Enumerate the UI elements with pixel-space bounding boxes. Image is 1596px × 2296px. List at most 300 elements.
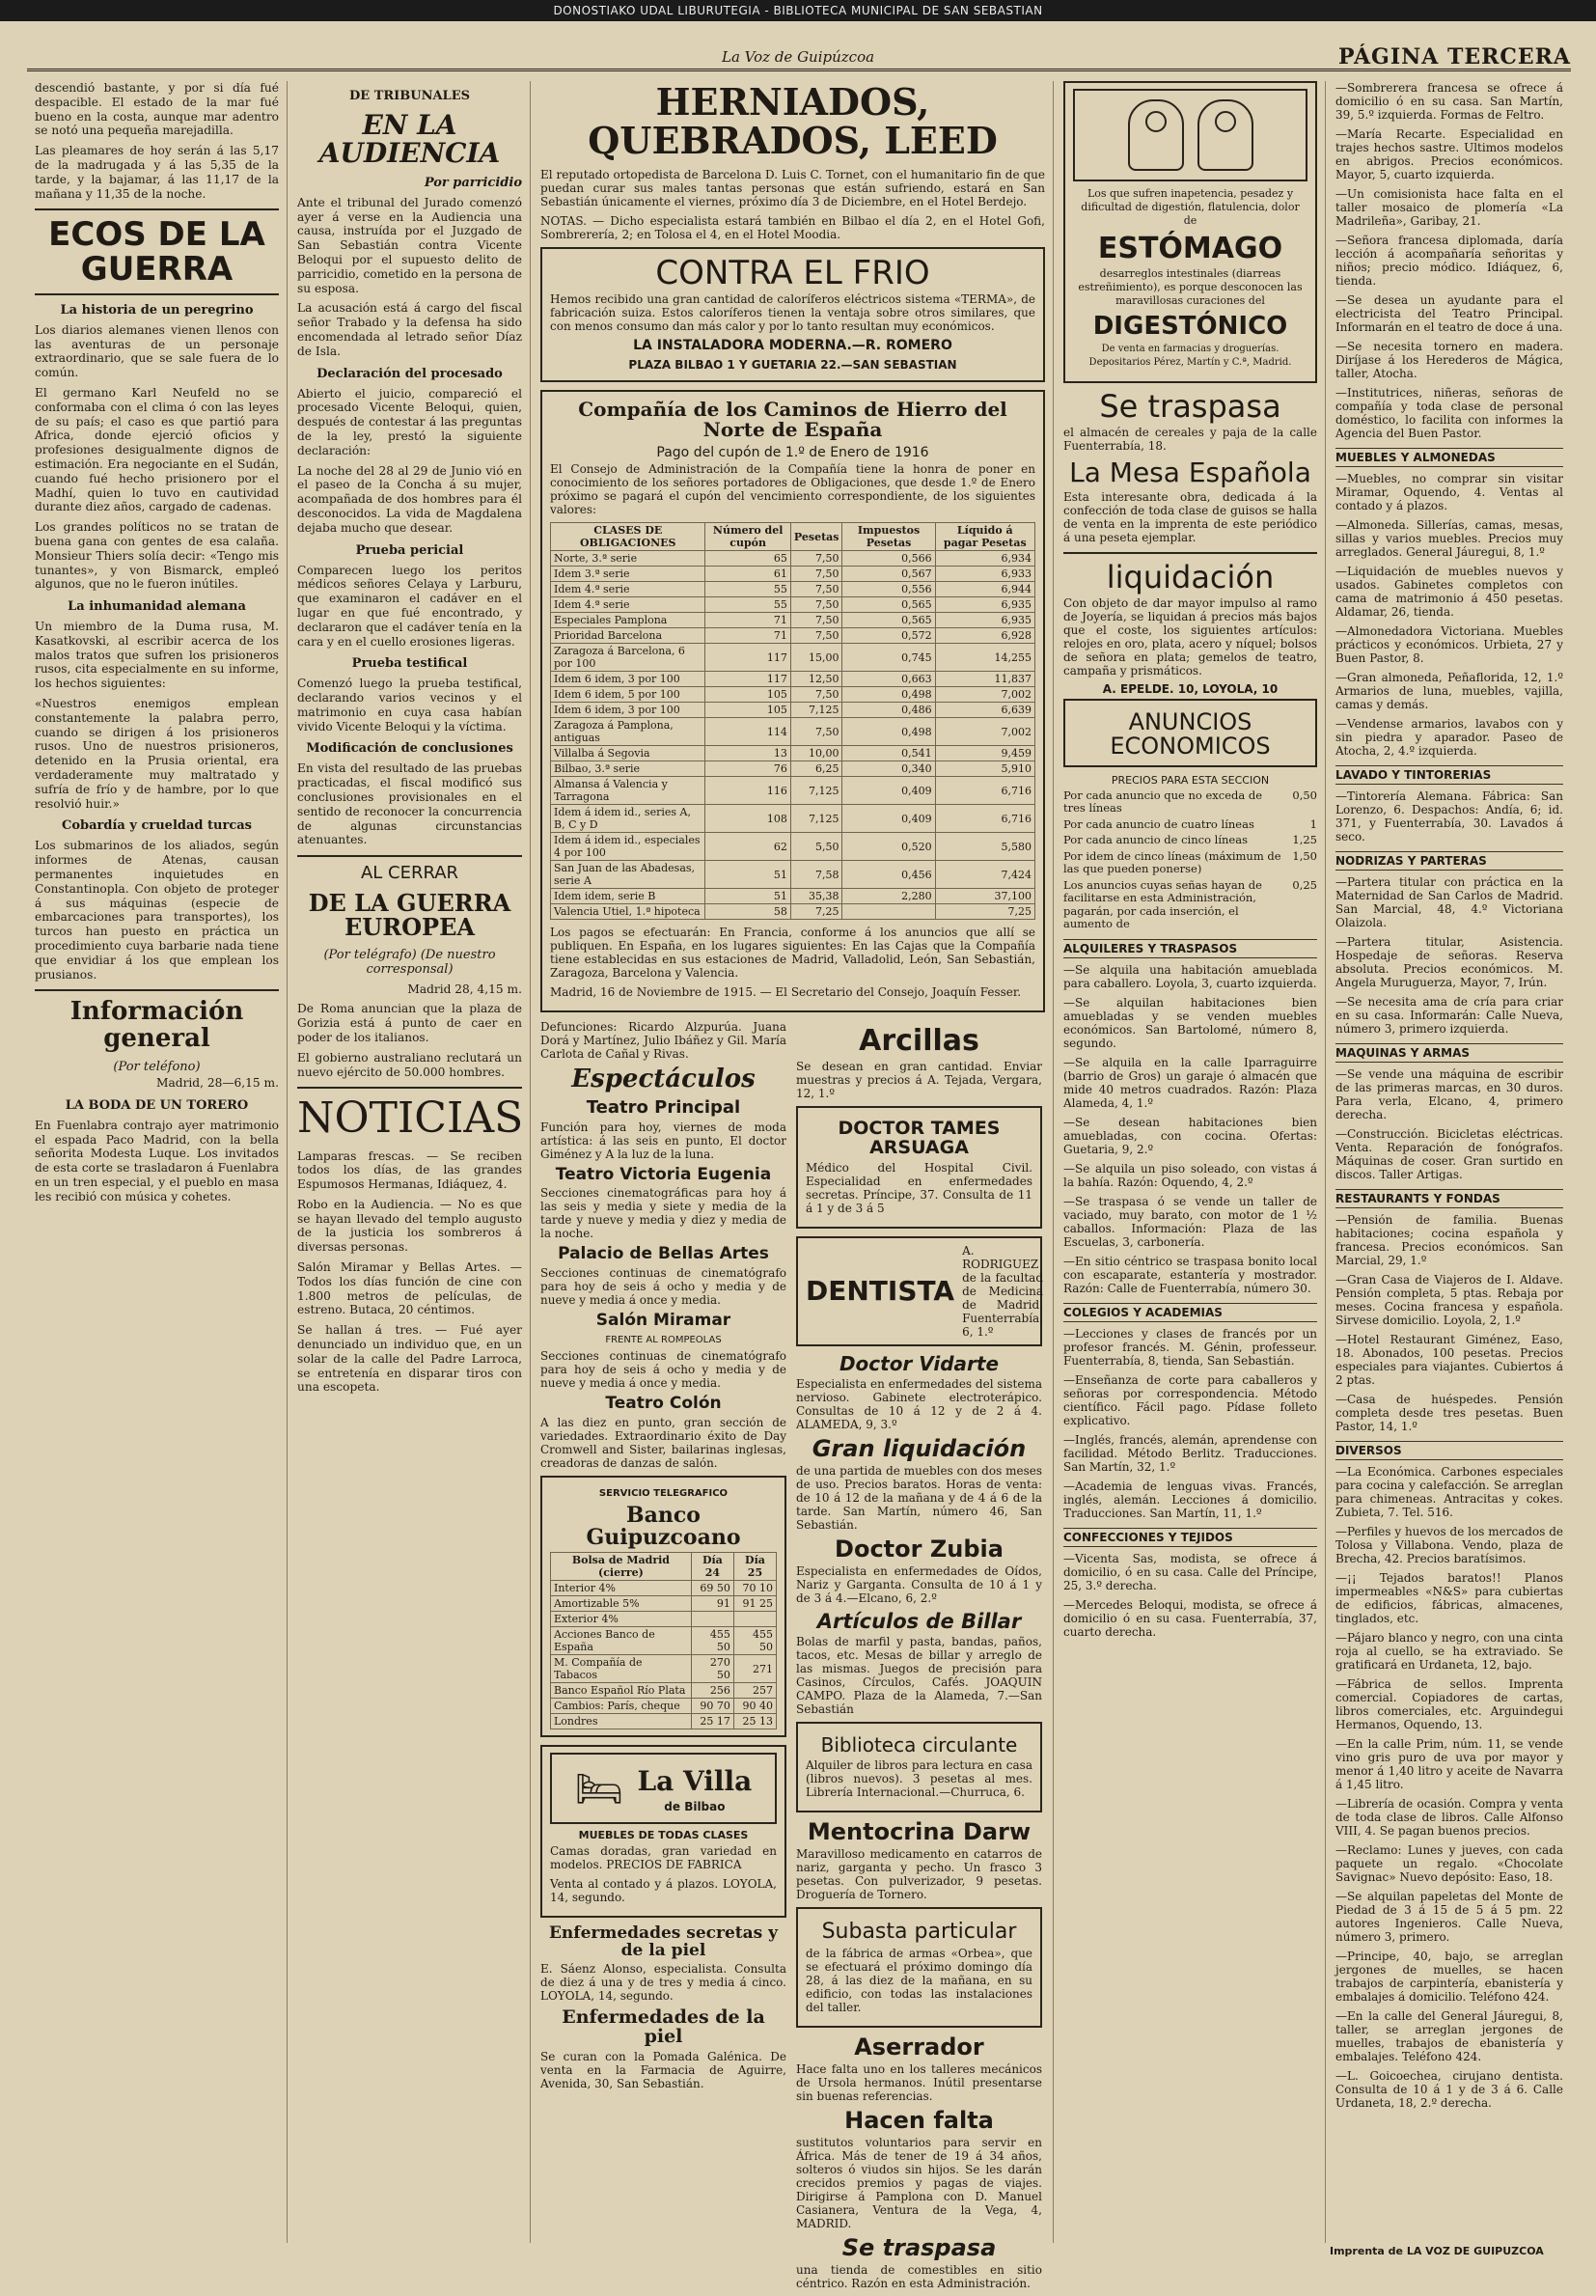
classified-ad: —Se traspasa ó se vende un taller de vaciado, muy barato, con motor de 1 ½ caballos. Información: Plaza de las Escuelas, 3, carbonería. — [1063, 1194, 1317, 1249]
bank-box — [540, 1476, 786, 1738]
table-cell: 61 — [705, 567, 790, 582]
table-cell: 256 — [691, 1683, 733, 1699]
divider — [1063, 552, 1317, 554]
table-cell: 117 — [705, 672, 790, 687]
table-cell: 7,25 — [790, 904, 842, 920]
ad-address: PLAZA BILBAO 1 Y GUETARIA 22.—SAN SEBASTIAN — [628, 358, 957, 373]
article-paragraph: De Roma anuncian que la plaza de Gorizia está á punto de caer en poder de los italianos. — [297, 1002, 522, 1044]
table-cell: 70 10 — [733, 1581, 776, 1596]
ad-heading: Subasta particular — [821, 1920, 1017, 1945]
ad-text: Bolas de marfil y pasta, bandas, paños, tacos, etc. Mesas de billar y arreglo de las mismas. Juegos de precisión para Casinos, Círculos, Cafés. JOAQUIN CAMPO. Plaza de la Alameda, 7.—San Sebastián — [796, 1635, 1042, 1717]
table-row — [551, 1714, 777, 1729]
table-row — [551, 567, 1035, 582]
table-cell: Especiales Pamplona — [551, 613, 705, 628]
furniture-ad — [540, 1745, 786, 1918]
ad-heading: liquidación — [1106, 558, 1275, 595]
classified-section-heading: NODRIZAS Y PARTERAS — [1335, 851, 1563, 871]
table-cell: 71 — [705, 613, 790, 628]
table-cell: 7,50 — [790, 718, 842, 746]
subheading: (Por telégrafo) (De nuestro corresponsal) — [323, 947, 496, 977]
classified-ad: —Se necesita tornero en madera. Diríjase á los Herederos de Mágica, taller, Atocha. — [1335, 340, 1563, 380]
subheading: LA BODA DE UN TORERO — [65, 1097, 249, 1113]
table-cell: Norte, 3.ª serie — [551, 551, 705, 567]
ad-text: NOTAS. — Dicho especialista estará también en Bilbao el día 2, en el Hotel Gofi, Sombrerería, 2; en Tolosa el 4, en el Hotel Moodia. — [540, 213, 1045, 241]
ad-heading: La Mesa Española — [1069, 456, 1311, 489]
article-paragraph: En vista del resultado de las pruebas practicadas, el fiscal modificó sus conclusiones provisionales en el sentido de reconocer la concurrencia de algunas circunstancias atenuantes. — [297, 761, 522, 847]
masthead — [27, 42, 1571, 71]
ad-heading: DOCTOR TAMES ARSUAGA — [838, 1117, 1001, 1158]
table-cell: 6,935 — [935, 613, 1034, 628]
table-row — [551, 551, 1035, 567]
table-row — [551, 904, 1035, 920]
ad-box — [796, 1907, 1042, 2027]
ad-text: Especialista en enfermedades de Oídos, Nariz y Garganta. Consulta de 10 á 1 y de 3 á 4.—Elcano, 6, 2.º — [796, 1564, 1042, 1606]
table-row — [551, 1699, 777, 1714]
table-cell: Banco Español Río Plata — [551, 1683, 692, 1699]
table-cell: 257 — [733, 1683, 776, 1699]
classified-list — [1335, 1465, 1563, 2110]
article-paragraph: Comenzó luego la prueba testifical, declarando varios vecinos y el matrimonio en cuya casa habían vivido Vicente Beloqui y la víctima. — [297, 677, 522, 733]
ad-heading: La Villa — [637, 1764, 753, 1797]
table-cell: San Juan de las Abadesas, serie A — [551, 861, 705, 889]
ad-text: Se desean en gran cantidad. Enviar muestras y precios á A. Tejada, Vergara, 12, 1.º — [796, 1059, 1042, 1100]
table-cell: Idem á idem id., especiales 4 por 100 — [551, 833, 705, 861]
table-cell: 116 — [705, 777, 790, 805]
classified-list — [1335, 789, 1563, 844]
table-cell: 14,255 — [935, 644, 1034, 672]
table-cell: 0,565 — [842, 597, 935, 613]
table-cell: 11,837 — [935, 672, 1034, 687]
table-cell: 7,58 — [790, 861, 842, 889]
table-cell — [842, 904, 935, 920]
table-header: Pesetas — [790, 523, 842, 551]
table-header: Día 25 — [733, 1553, 776, 1581]
subheading: Prueba testifical — [351, 656, 468, 672]
table-cell: 91 25 — [733, 1596, 776, 1612]
price-value: 0,25 — [1292, 877, 1317, 892]
ad-text: Médico del Hospital Civil. Especialidad en enfermedades secretas. Príncipe, 37. Consulta de 11 á 1 y de 3 á 5 — [806, 1160, 1032, 1215]
table-row — [551, 613, 1035, 628]
article-paragraph: «Nuestros enemigos emplean constantemente la palabra perro, cuando se dirigen á los prisioneros rusos. Uno de nuestros prisioneros, detenido en la Prusia oriental, era verdaderamente muy maltratado y sufría de frío y de hambre, por lo que resolvió huir.» — [35, 697, 279, 811]
table-row — [551, 644, 1035, 672]
table-header: CLASES DE OBLIGACIONES — [551, 523, 705, 551]
table-cell: 5,50 — [790, 833, 842, 861]
ad-box — [796, 1106, 1042, 1229]
table-cell: 7,50 — [790, 613, 842, 628]
table-cell: 105 — [705, 687, 790, 703]
classified-ad: —Pájaro blanco y negro, con una cinta roja al cuello, se ha extraviado. Se gratificará en Urdaneta, 12, bajo. — [1335, 1631, 1563, 1672]
classified-ad: —Partera titular con práctica en la Maternidad de San Carlos de Madrid. San Marcial, 48, 4.º Victoriana Olaizola. — [1335, 875, 1563, 929]
price-value: 1 — [1309, 816, 1317, 831]
table-row — [551, 672, 1035, 687]
price-list-heading: PRECIOS PARA ESTA SECCION — [1111, 774, 1270, 788]
table-cell: Londres — [551, 1714, 692, 1729]
ad-heading: CONTRA EL FRIO — [655, 253, 930, 292]
table-cell: 7,50 — [790, 567, 842, 582]
classified-ad: —Se alquila en la calle Iparraguirre (barrio de Gros) un garaje ó almacén que mide 40 metros cuadrados. Razón: Plaza Alameda, 4, 1.º — [1063, 1055, 1317, 1110]
table-cell: 0,565 — [842, 613, 935, 628]
ad-text: Hace falta uno en los talleres mecánicos de Ursola hermanos. Inútil presentarse sin buenas referencias. — [796, 2061, 1042, 2103]
section-kicker: AL CERRAR — [360, 863, 459, 884]
ad-text: Se curan con la Pomada Galénica. De venta en la Farmacia de Aguirre, Avenida, 30, San Sebastián. — [540, 2050, 786, 2091]
classified-ad: —Reclamo: Lunes y jueves, con cada paquete un regalo. «Chocolate Savignac» Nuevo depósito: Easo, 18. — [1335, 1843, 1563, 1884]
table-cell: Idem idem, serie B — [551, 889, 705, 904]
table-header: Impuestos Pesetas — [842, 523, 935, 551]
classified-section-heading: ALQUILERES Y TRASPASOS — [1063, 939, 1317, 958]
table-row — [551, 687, 1035, 703]
theatre-name: Palacio de Bellas Artes — [558, 1244, 769, 1264]
subheading: Declaración del procesado — [316, 366, 503, 381]
table-cell: 6,944 — [935, 582, 1034, 597]
weather-paragraph: descendió bastante, y por si día fué despacible. El estado de la mar fué bueno en la costa, aunque mar adentro se notó una pequeña marejadilla. — [35, 81, 279, 138]
price-label: Por idem de cinco líneas (máximum de las que pueden ponerse) — [1063, 848, 1281, 876]
table-cell: Idem 6 idem, 3 por 100 — [551, 703, 705, 718]
ad-heading: Arcillas — [859, 1024, 979, 1059]
stock-table — [550, 1552, 777, 1729]
article-paragraph: Abierto el juicio, compareció el procesado Vicente Beloqui, quien, después de contestar á las preguntas de la ley, prestó la siguiente declaración: — [297, 386, 522, 457]
table-cell: Idem 6 idem, 3 por 100 — [551, 672, 705, 687]
table-cell: Almansa á Valencia y Tarragona — [551, 777, 705, 805]
table-cell: Acciones Banco de España — [551, 1627, 692, 1655]
table-cell: Exterior 4% — [551, 1612, 692, 1627]
table-row — [551, 597, 1035, 613]
table-cell: 55 — [705, 582, 790, 597]
theatre-text: A las diez en punto, gran sección de variedades. Extraordinario éxito de Day Cromwell and Sister, bailarinas inglesas, creadoras de danzas de salón. — [540, 1415, 786, 1470]
table-cell: 0,340 — [842, 761, 935, 777]
table-cell: 7,424 — [935, 861, 1034, 889]
ad-illustration — [1073, 89, 1307, 181]
table-body — [551, 1581, 777, 1729]
divider — [297, 855, 522, 857]
table-cell: Idem 4.ª serie — [551, 582, 705, 597]
classified-ad: —Casa de huéspedes. Pensión completa desde tres pesetas. Buen Pastor, 14, 1.º — [1335, 1393, 1563, 1433]
notice-heading: Compañía de los Caminos de Hierro del Norte de España — [578, 397, 1007, 441]
classified-ad: —Se desea un ayudante para el electricista del Teatro Principal. Informarán en el teatro de doce á una. — [1335, 293, 1563, 334]
table-cell: 0,498 — [842, 718, 935, 746]
table-header: Líquido á pagar Pesetas — [935, 523, 1034, 551]
table-cell: 6,25 — [790, 761, 842, 777]
ad-heading: Mentocrina Darw — [807, 1818, 1032, 1846]
price-row — [1063, 789, 1317, 816]
table-cell: 10,00 — [790, 746, 842, 761]
ad-text: sustitutos voluntarios para servir en África. Más de tener de 19 á 34 años, solteros ó viudos sin hijos. Se les darán crecidos premios y pagas de viajes. Dirigirse á Pamplona con D. Manuel Casianera, Ventura de la Vega, 4, MADRID. — [796, 2135, 1042, 2230]
classified-ad: —Librería de ocasión. Compra y venta de toda clase de libros. Calle Alfonso VIII, 4. Se pagan buenos precios. — [1335, 1797, 1563, 1838]
classified-ad: —Se alquilan papeletas del Monte de Piedad de 3 á 15 de 5 á 5 pm. 22 autores Ingenieros. Calle Nueva, número 3, primero. — [1335, 1890, 1563, 1944]
article-paragraph: Los grandes políticos no se tratan de buena gana con gentes de esa calaña. Monsieur Thiers solía decir: «Tengo mis tunantes», y von Bismarck, empleó algunos, que no le fueron inútiles. — [35, 520, 279, 592]
table-cell: 0,456 — [842, 861, 935, 889]
table-cell: 0,409 — [842, 805, 935, 833]
classified-ad: —Vendense armarios, lavabos con y sin piedra y aparador. Paseo de Atocha, 2, 4.º izquierda. — [1335, 717, 1563, 758]
table-cell: 6,935 — [935, 597, 1034, 613]
price-value: 1,25 — [1292, 833, 1317, 847]
table-cell: Amortizable 5% — [551, 1596, 692, 1612]
table-cell: 455 50 — [691, 1627, 733, 1655]
table-cell: 271 — [733, 1655, 776, 1683]
column-2 — [289, 81, 531, 2243]
ad-text: desarreglos intestinales (diarreas estreñimiento), es porque desconocen las maravillosas curaciones del — [1078, 266, 1303, 307]
ads-subcolumn-right — [796, 1020, 1042, 2296]
ad-heading: Artículos de Billar — [816, 1610, 1022, 1634]
classified-ad: —Lecciones y clases de francés por un profesor francés. M. Génin, professeur. Fuenterrabía, 8, tienda, San Sebastián. — [1063, 1326, 1317, 1368]
subheading: Modificación de conclusiones — [306, 741, 513, 757]
ad-text: Especialista en enfermedades del sistema nervioso. Gabinete electroterápico. Consultas de 10 á 12 y de 2 á 4. ALAMEDA, 9, 3.º — [796, 1376, 1042, 1431]
classified-ad: —Pensión de familia. Buenas habitaciones; cocina española y francesa. Precios económicos. San Marcial, 29, 1.º — [1335, 1213, 1563, 1267]
table-header: Bolsa de Madrid (cierre) — [551, 1553, 692, 1581]
table-cell: 7,50 — [790, 582, 842, 597]
table-cell: 0,566 — [842, 551, 935, 567]
ad-heading: Enfermedades secretas y de la piel — [548, 1923, 779, 1960]
notice-text: El Consejo de Administración de la Compañía tiene la honra de poner en conocimiento de los señores portadores de Obligaciones, que desde 1.º de Enero próximo se pagará el cupón del vencimiento correspondiente, de los siguientes valores: — [550, 462, 1035, 517]
dateline: Madrid, 28—6,15 m. — [156, 1076, 279, 1091]
table-cell — [691, 1612, 733, 1627]
ad-text: de una partida de muebles con dos meses de uso. Precios baratos. Horas de venta: de 10 á 12 de la mañana y de 4 á 6 de la tarde. San Martín, número 46, San Sebastián. — [796, 1464, 1042, 1532]
theatre-name: Teatro Principal — [586, 1096, 741, 1118]
section-heading: ECOS DE LA GUERRA — [35, 218, 279, 294]
table-cell: Idem 6 idem, 5 por 100 — [551, 687, 705, 703]
table-cell: 105 — [705, 703, 790, 718]
ad-heading: Se traspasa — [841, 2233, 997, 2261]
table-row — [551, 1627, 777, 1655]
column-3 — [533, 80, 1054, 2291]
table-cell: Idem 3.ª serie — [551, 567, 705, 582]
table-row — [551, 1581, 777, 1596]
classified-ad: —Inglés, francés, alemán, aprendense con facilidad. Método Berlitz. Traducciones. San Martín, 32, 1.º — [1063, 1432, 1317, 1474]
ad-heading: Enfermedades de la piel — [562, 2006, 765, 2048]
classified-ad: —Partera titular, Asistencia. Hospedaje de señoras. Reserva absoluta. Precios económicos. M. Angela Muruguerza, Mayor, 7, Irún. — [1335, 935, 1563, 989]
divider — [35, 208, 279, 210]
table-cell: 0,663 — [842, 672, 935, 687]
classified-ad: —¡¡ Tejados baratos!! Planos impermeables «N&S» para cubiertas de edificios, fábricas, almacenes, tinglados, etc. — [1335, 1571, 1563, 1625]
table-row — [551, 718, 1035, 746]
table-cell: 117 — [705, 644, 790, 672]
classified-ad: —Se desean habitaciones bien amuebladas, con cocina. Ofertas: Guetaria, 9, 2.º — [1063, 1115, 1317, 1156]
table-cell: 114 — [705, 718, 790, 746]
table-cell: 0,572 — [842, 628, 935, 644]
table-cell: 12,50 — [790, 672, 842, 687]
classified-ad: —Enseñanza de corte para caballeros y señoras por correspondencia. Método científico. Fácil pago. Pídase folleto explicativo. — [1063, 1372, 1317, 1427]
page-label: PÁGINA TERCERA — [1338, 44, 1571, 69]
ad-text: de la fábrica de armas «Orbea», que se efectuará el próximo domingo día 28, á las diez de la mañana, en su edificio, con todas las instalaciones del taller. — [806, 1946, 1032, 2014]
classified-list — [1335, 1213, 1563, 1433]
classified-ad: —Institutrices, niñeras, señoras de compañía y toda clase de personal doméstico, lo facilita con informes la Agencia del Buen Pastor. — [1335, 386, 1563, 440]
ad-text: Hemos recibido una gran cantidad de caloríferos eléctricos sistema «TERMA», de fabricación suiza. Estos caloríferos tienen la ventaja sobre otros similares, que con menos consumo dan más calor y por lo tanto resultan muy económicos. — [550, 292, 1035, 334]
classified-ad: —Perfiles y huevos de los mercados de Tolosa y Villabona. Vendo, plaza de Brecha, 42. Precios baratísimos. — [1335, 1525, 1563, 1565]
classified-section-heading: MUEBLES Y ALMONEDAS — [1335, 448, 1563, 467]
table-cell: 25 13 — [733, 1714, 776, 1729]
subheading: La inhumanidad alemana — [68, 599, 246, 615]
table-row — [551, 582, 1035, 597]
divider — [297, 1087, 522, 1089]
ad-heading: HERNIADOS, QUEBRADOS, LEED — [588, 80, 998, 162]
table-cell: 62 — [705, 833, 790, 861]
table-cell: 270 50 — [691, 1655, 733, 1683]
ad-heading: Gran liquidación — [812, 1434, 1027, 1462]
classified-ad: —Fábrica de sellos. Imprenta comercial. Copiadores de cartas, libros comerciales, etc. Arguindegui Hermanos, Oquendo, 13. — [1335, 1677, 1563, 1731]
table-cell: Cambios: París, cheque — [551, 1699, 692, 1714]
table-cell: 6,639 — [935, 703, 1034, 718]
column-1 — [27, 81, 288, 2243]
table-row — [551, 703, 1035, 718]
ad-heading: DIGESTÓNICO — [1092, 311, 1288, 341]
table-cell: 7,50 — [790, 551, 842, 567]
table-row — [551, 1683, 777, 1699]
clown-figure-icon — [1197, 99, 1253, 171]
table-cell: 90 40 — [733, 1699, 776, 1714]
table-cell: 0,567 — [842, 567, 935, 582]
tides-paragraph: Las pleamares de hoy serán á las 5,17 de la madrugada y á las 5,35 de la tarde, y la bajamar, á las 11,17 de la mañana y 11,35 de la noche. — [35, 144, 279, 201]
classified-section-heading: MAQUINAS Y ARMAS — [1335, 1043, 1563, 1063]
furniture-illustration — [550, 1753, 777, 1824]
table-cell: 0,556 — [842, 582, 935, 597]
classified-ad: —Gran Casa de Viajeros de I. Aldave. Pensión completa, 5 ptas. Rebaja por meses. Cocina francesa y española. Sirvese domicilio. Loyola, 2, 1.º — [1335, 1273, 1563, 1327]
table-cell: Idem 4.ª serie — [551, 597, 705, 613]
table-cell: 0,486 — [842, 703, 935, 718]
ad-box — [540, 247, 1045, 382]
classified-ad: —Sombrerera francesa se ofrece á domicilio ó en su casa. San Martín, 39, 5.º izquierda. Formas de Feltro. — [1335, 81, 1563, 122]
classified-ad: —Gran almoneda, Peñaflorida, 12, 1.º Armarios de luna, muebles, vajilla, camas y demás. — [1335, 671, 1563, 711]
ad-heading: Doctor Zubia — [835, 1535, 1004, 1563]
table-row — [551, 777, 1035, 805]
table-cell: Idem á idem id., series A, B, C y D — [551, 805, 705, 833]
ad-text: Esta interesante obra, dedicada á la confección de toda clase de guisos se halla de venta en la imprenta de este periódico á una peseta ejemplar. — [1063, 489, 1317, 544]
classifieds-title: ANUNCIOS ECONOMICOS — [1110, 707, 1271, 761]
table-row — [551, 833, 1035, 861]
table-row — [551, 861, 1035, 889]
clown-figure-icon — [1128, 99, 1184, 171]
table-cell: 58 — [705, 904, 790, 920]
classified-ad: —En la calle del General Jáuregui, 8, taller, se arreglan jergones de muelles, trabajos de ebanistería y embalajes. Teléfono 424. — [1335, 2009, 1563, 2063]
section-heading: Espectáculos — [571, 1065, 756, 1094]
coupon-table — [550, 522, 1035, 920]
ad-firm: LA INSTALADORA MODERNA.—R. ROMERO — [633, 338, 952, 354]
table-row — [551, 1596, 777, 1612]
table-cell: 108 — [705, 805, 790, 833]
ad-text: Camas doradas, gran variedad en modelos. PRECIOS DE FABRICA — [550, 1843, 777, 1871]
table-cell: 65 — [705, 551, 790, 567]
section-kicker: DE TRIBUNALES — [349, 89, 470, 103]
ad-heading: ESTÓMAGO — [1097, 232, 1283, 265]
price-row — [1063, 879, 1317, 931]
theatre-text: Secciones cinematográficas para hoy á las seis y media y siete y media de la tarde y nueve y media y diez y media de la noche. — [540, 1186, 786, 1241]
section-heading: EN LA AUDIENCIA — [318, 109, 501, 170]
section-heading: Información general — [69, 997, 244, 1053]
classified-ad: —Se vende una máquina de escribir de las primeras marcas, en 30 duros. Para verla, Elcano, 4, primero derecha. — [1335, 1067, 1563, 1121]
table-cell: 0,520 — [842, 833, 935, 861]
archive-banner: DONOSTIAKO UDAL LIBURUTEGIA - BIBLIOTECA MUNICIPAL DE SAN SEBASTIAN — [0, 0, 1596, 21]
subheading: Cobardía y crueldad turcas — [62, 818, 252, 834]
classified-ad: —Tintorería Alemana. Fábrica: San Lorenzo, 6. Despachos: Andía, 6; id. 371, y Fuenterrabía, 30. Lavados á seco. — [1335, 789, 1563, 844]
classified-section-heading: CONFECCIONES Y TEJIDOS — [1063, 1528, 1317, 1547]
ad-text: El reputado ortopedista de Barcelona D. Luis C. Tornet, con el humanitario fin de que puedan curar sus males tantas personas que están sufriendo, estará en San Sebastián únicamente el viernes, próximo día 3 de Diciembre, en el Hotel Berdejo. — [540, 167, 1045, 208]
ad-heading: Se traspasa — [1099, 387, 1281, 425]
table-cell: 7,125 — [790, 777, 842, 805]
article-paragraph: La acusación está á cargo del fiscal señor Trabado y la defensa ha sido encomendada al letrado señor Díaz de Isla. — [297, 301, 522, 358]
ad-text: Venta al contado y á plazos. LOYOLA, 14, segundo. — [550, 1876, 777, 1904]
subheading: La historia de un peregrino — [60, 302, 254, 318]
classified-list — [1063, 1552, 1317, 1639]
section-heading: NOTICIAS — [297, 1093, 524, 1144]
subheading: (Por teléfono) — [113, 1060, 201, 1075]
classifieds-header — [1063, 699, 1317, 767]
table-cell: 7,125 — [790, 805, 842, 833]
table-header: Día 24 — [691, 1553, 733, 1581]
ad-tagline: MUEBLES DE TODAS CLASES — [578, 1829, 749, 1842]
table-cell: 25 17 — [691, 1714, 733, 1729]
theatre-text: Función para hoy, viernes de moda artística: á las seis en punto, El doctor Giménez y A la luz de la luna. — [540, 1120, 786, 1161]
subheading: Por parricidio — [424, 175, 522, 190]
price-label: Los anuncios cuyas señas hayan de facilitarse en esta Administración, pagarán, por cada inserción, el aumento de — [1063, 877, 1262, 931]
classified-ad: —Principe, 40, bajo, se arreglan jergones de muelles, se hacen trabajos de carpintería, ebanistería y embalajes á domicilio. Teléfono 424. — [1335, 1950, 1563, 2004]
table-cell: 71 — [705, 628, 790, 644]
table-cell: 91 — [691, 1596, 733, 1612]
classified-ad: —En la calle Prim, núm. 11, se vende vino gris puro de uva por mayor y menor á 1,40 litro y aceite de Navarra á 1,45 litro. — [1335, 1737, 1563, 1791]
ads-subcolumn-left — [540, 1020, 786, 2296]
table-cell: 455 50 — [733, 1627, 776, 1655]
table-cell: 7,002 — [935, 718, 1034, 746]
price-value: 1,50 — [1292, 848, 1317, 863]
table-cell: 7,50 — [790, 628, 842, 644]
table-cell: 69 50 — [691, 1581, 733, 1596]
table-row — [551, 805, 1035, 833]
notice-text: Los pagos se efectuarán: En Francia, conforme á los anuncios que allí se publiquen. En España, en los lugares siguientes: En las Cajas que la Compañía tiene establecidas en sus estaciones de Madrid, Valladolid, León, San Sebastián, Zaragoza, Barcelona y Valencia. — [550, 926, 1035, 981]
table-cell: 7,002 — [935, 687, 1034, 703]
railway-notice — [540, 390, 1045, 1013]
theatre-name: Teatro Victoria Eugenia — [555, 1164, 772, 1184]
news-item: Se hallan á tres. — Fué ayer denunciado un individuo que, en un solar de la calle del Padre Larroca, se entretenía en disparar tiros con una escopeta. — [297, 1323, 522, 1395]
price-row — [1063, 818, 1317, 832]
classified-ad: —Liquidación de muebles nuevos y usados. Gabinetes completos con cama de matrimonio á 450 pesetas. Aldamar, 26, tienda. — [1335, 565, 1563, 619]
price-row — [1063, 850, 1317, 876]
classified-ad: —Se alquila un piso soleado, con vistas á la bahía. Razón: Oquendo, 4, 2.º — [1063, 1161, 1317, 1189]
table-cell: 9,459 — [935, 746, 1034, 761]
theatre-text: Secciones continuas de cinematógrafo para hoy de seis á ocho y media y de nueve y media á once y media. — [540, 1348, 786, 1390]
price-value: 0,50 — [1292, 788, 1317, 802]
ad-address: A. EPELDE. 10, LOYOLA, 10 — [1102, 682, 1279, 697]
table-cell: 7,50 — [790, 597, 842, 613]
table-cell: 0,541 — [842, 746, 935, 761]
notice-signature: Madrid, 16 de Noviembre de 1915. — El Secretario del Consejo, Joaquín Fesser. — [550, 985, 1022, 1000]
article-paragraph: En Fuenlabra contrajo ayer matrimonio el espada Paco Madrid, con la bella señorita Modesta Luque. Los invitados de esta corte se trasladaron á Fuenlabra en un tren especial, y el pueblo en masa les recibió con música y cohetes. — [35, 1118, 279, 1203]
table-cell: 0,409 — [842, 777, 935, 805]
table-cell: 7,25 — [935, 904, 1034, 920]
classified-ad: —Señora francesa diplomada, daría lección á acompañaría señoritas y niños; precio módico. Idiáquez, 6, tienda. — [1335, 234, 1563, 288]
table-cell: Zaragoza á Barcelona, 6 por 100 — [551, 644, 705, 672]
ad-box — [796, 1236, 1042, 1346]
table-row — [551, 761, 1035, 777]
table-body — [551, 551, 1035, 920]
table-cell: Interior 4% — [551, 1581, 692, 1596]
classified-ad: —Academia de lenguas vivas. Francés, inglés, alemán. Lecciones á domicilio. Traducciones. San Martín, 11, 1.º — [1063, 1479, 1317, 1520]
table-cell: 7,125 — [790, 703, 842, 718]
classified-list — [1063, 1327, 1317, 1520]
ad-text: Maravilloso medicamento en catarros de nariz, garganta y pecho. Un frasco 3 pesetas. Con pulverizador, 9 pesetas. Droguería de Tornero. — [796, 1847, 1042, 1902]
ad-text: E. Sáenz Alonso, especialista. Consulta de diez á una y de tres y media á cinco. LOYOLA, 14, segundo. — [540, 1962, 786, 2004]
table-cell: 55 — [705, 597, 790, 613]
table-header-row — [551, 1553, 777, 1581]
news-item: Salón Miramar y Bellas Artes. — Todos los días función de cine con 1.800 metros de películas, de estreno. Butaca, 20 céntimos. — [297, 1260, 522, 1317]
table-header-row — [551, 523, 1035, 551]
classified-ad: —Almoneda. Sillerías, camas, mesas, sillas y varios muebles. Precios muy arreglados. General Jáuregui, 8, 1.º — [1335, 518, 1563, 559]
classified-section-heading: DIVERSOS — [1335, 1441, 1563, 1460]
article-paragraph: Un miembro de la Duma rusa, M. Kasatkovski, al escribir acerca de los malos tratos que sufren los prisioneros rusos, cita especialmente en su informe, los hechos siguientes: — [35, 620, 279, 691]
ad-text: una tienda de comestibles en sitio céntrico. Razón en esta Administración. — [796, 2263, 1042, 2291]
classified-list — [1063, 963, 1317, 1295]
classified-ad: —En sitio céntrico se traspasa bonito local con escaparate, estantería y mostrador. Razón: Calle de Fuenterrabía, número 30. — [1063, 1254, 1317, 1295]
table-cell: 7,50 — [790, 687, 842, 703]
classified-section-heading: COLEGIOS Y ACADEMIAS — [1063, 1303, 1317, 1322]
table-cell: 5,910 — [935, 761, 1034, 777]
classified-ad: —María Recarte. Especialidad en trajes hechos sastre. Ultimos modelos en abrigos. Precios económicos. Mayor, 5, cuarto izquierda. — [1335, 127, 1563, 181]
